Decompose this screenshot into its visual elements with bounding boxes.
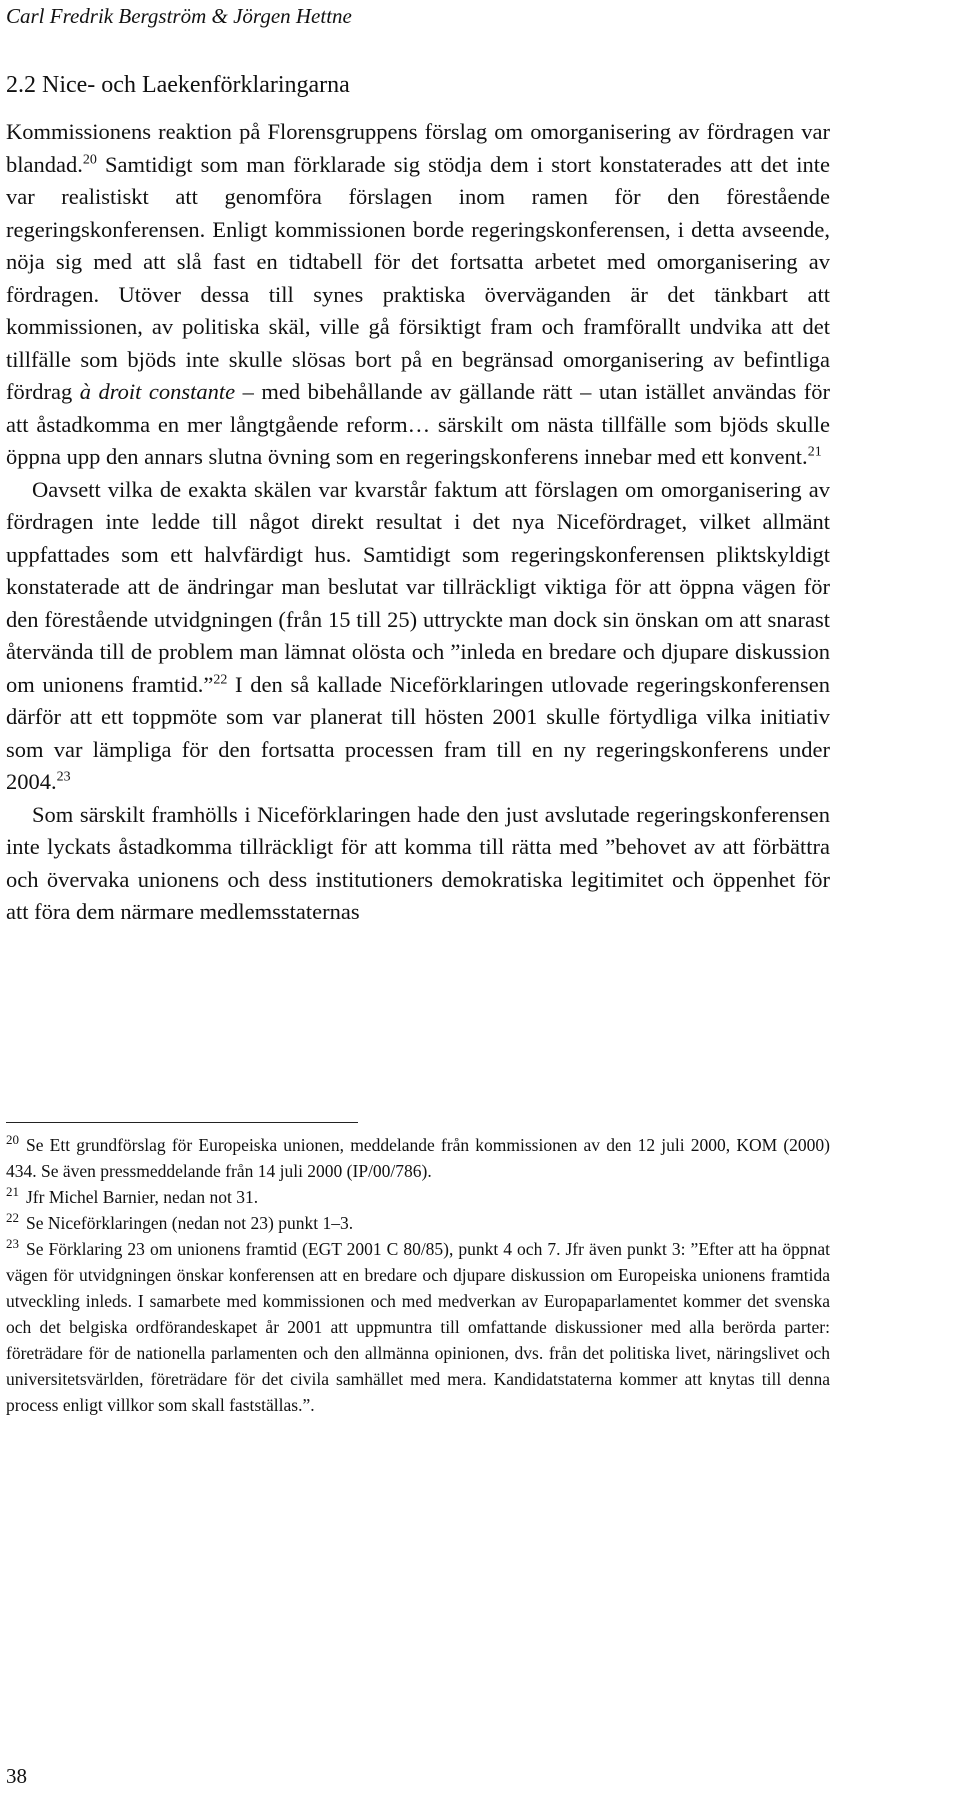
section-heading: 2.2 Nice- och Laekenförklaringarna <box>6 72 350 98</box>
footnote-20: 20 Se Ett grundförslag för Europeiska unionen, meddelande från kommissionen av den 12 juli 2000, KOM (2000) 434. Se även pressmeddelande från 14 juli 2000 (IP/00/786). <box>6 1132 830 1181</box>
paragraph-2-text-a: Oavsett vilka de exakta skälen var kvarstår faktum att förslagen om omorganisering av fördragen inte ledde till något direkt resultat i det nya Nicefördraget, vilket allmänt uppfattades som ett halvfärdigt hus. Samtidigt som regeringskonferensen pliktskyldigt konstaterade att de ändringar man beslutat var tillräckligt viktiga för att öppna vägen för den förestående utvidgningen (från 15 till 25) uttryckte man dock sin önskan om att snarast återvända till de problem man lämnat olösta och ”inleda en bredare och djupare diskussion om unionens framtid.” <box>6 476 830 697</box>
footnote-text: Se Ett grundförslag för Europeiska unionen, meddelande från kommissionen av den 12 juli 2000, KOM (2000) 434. Se även pressmeddelande från 14 juli 2000 (IP/00/786). <box>6 1135 830 1181</box>
footnote-text: Se Niceförklaringen (nedan not 23) punkt 1–3. <box>26 1213 354 1233</box>
paragraph-1-text-b: Samtidigt som man förklarade sig stödja dem i stort konstaterades att det inte var realistiskt att genomföra förslagen inom ramen för den förestående regeringskonferensen. Enligt kommissionen borde regeringskonferensen, i detta avseende, nöja sig med att slå fast en tidtabell för det fortsatta arbetet med omorganisering av fördragen. Utöver dessa till synes praktiska överväganden är det tänkbart att kommissionen, av politiska skäl, ville gå försiktigt fram och framförallt undvika att det tillfälle som bjöds inte skulle slösas bort på en begränsad omorganisering av befintliga fördrag <box>6 151 830 404</box>
footnote-text: Se Förklaring 23 om unionens framtid (EGT 2001 C 80/85), punkt 4 och 7. Jfr även punkt 3: ”Efter att ha öppnat vägen för utvidgningen önskar konferensen att en bredare och djupare diskussion om Europeiska unionens framtida utveckling inleds. I samarbete med kommissionen och med medverkan av Europaparlamentet kommer det svenska och det belgiska ordförandeskapet år 2001 att uppmuntra till omfattande diskussioner med alla berörda parter: företrädare för de nationella parlamenten och den allmänna opinionen, dvs. från det politiska livet, näringslivet och universitetsvärlden, företrädare för det civila samhället med mera. Kandidatstaterna kommer att knytas till denna process enligt villkor som skall fastställas.”. <box>6 1239 830 1415</box>
footnote-22: 22 Se Niceförklaringen (nedan not 23) punkt 1–3. <box>6 1210 354 1233</box>
footnote-reference-23[interactable]: 23 <box>56 769 71 785</box>
footnotes <box>6 1132 830 1418</box>
paragraph-2 <box>6 474 830 799</box>
italic-phrase: à droit constante <box>79 379 236 404</box>
footnote-23: 23 Se Förklaring 23 om unionens framtid (EGT 2001 C 80/85), punkt 4 och 7. Jfr även punkt 3: ”Efter att ha öppnat vägen för utvidgningen önskar konferensen att en bredare och djupare diskussion om Europeiska unionens framtida utveckling inleds. I samarbete med kommissionen och med medverkan av Europaparlamentet kommer det svenska och det belgiska ordförandeskapet år 2001 att uppmuntra till omfattande diskussioner med alla berörda parter: företrädare för de nationella parlamenten och den allmänna opinionen, dvs. från det politiska livet, näringslivet och universitetsvärlden, företrädare för det civila samhället med mera. Kandidatstaterna kommer att knytas till denna process enligt villkor som skall fastställas.”. <box>6 1236 830 1415</box>
footnote-reference-20[interactable]: 20 <box>82 152 97 167</box>
footnote-text: Jfr Michel Barnier, nedan not 31. <box>26 1187 259 1207</box>
page-number: 38 <box>6 1764 27 1788</box>
paragraph-2-text-b: I den så kallade Niceförklaringen utlovade regeringskonferensen därför att ett toppmöte som var planerat till hösten 2001 skulle förtydliga vilka initiativ som var lämpliga för den fortsatta processen fram till en ny regeringskonferens under 2004. <box>6 671 830 794</box>
paragraph-1 <box>6 116 830 474</box>
running-header: Carl Fredrik Bergström & Jörgen Hettne <box>6 4 352 28</box>
footnote-21: 21 Jfr Michel Barnier, nedan not 31. <box>6 1184 259 1207</box>
paragraph-1-text-c: – med bibehållande av gällande rätt – utan istället användas för att åstadkomma en mer långtgående reform… särskilt om nästa tillfälle som bjöds skulle öppna upp den annars slutna övning som en regeringskonferens innebar med ett konvent. <box>6 379 831 469</box>
paragraph-1-text-a: Kommissionens reaktion på Florensgruppens förslag om omorganisering av fördragen var blandad. <box>6 119 830 177</box>
body-text <box>6 116 830 929</box>
paragraph-3: Som särskilt framhölls i Niceförklaringen hade den just avslutade regeringskonferensen inte lyckats åstadkomma tillräckligt för att komma till rätta med ”behovet av att förbättra och övervaka unionens och dess institutioners demokratiska legitimitet och öppenhet för att föra dem närmare medlemsstaternas <box>6 801 830 924</box>
footnote-divider <box>6 1122 358 1123</box>
footnote-reference-21[interactable]: 21 <box>807 444 822 460</box>
footnote-reference-22[interactable]: 22 <box>213 672 228 687</box>
